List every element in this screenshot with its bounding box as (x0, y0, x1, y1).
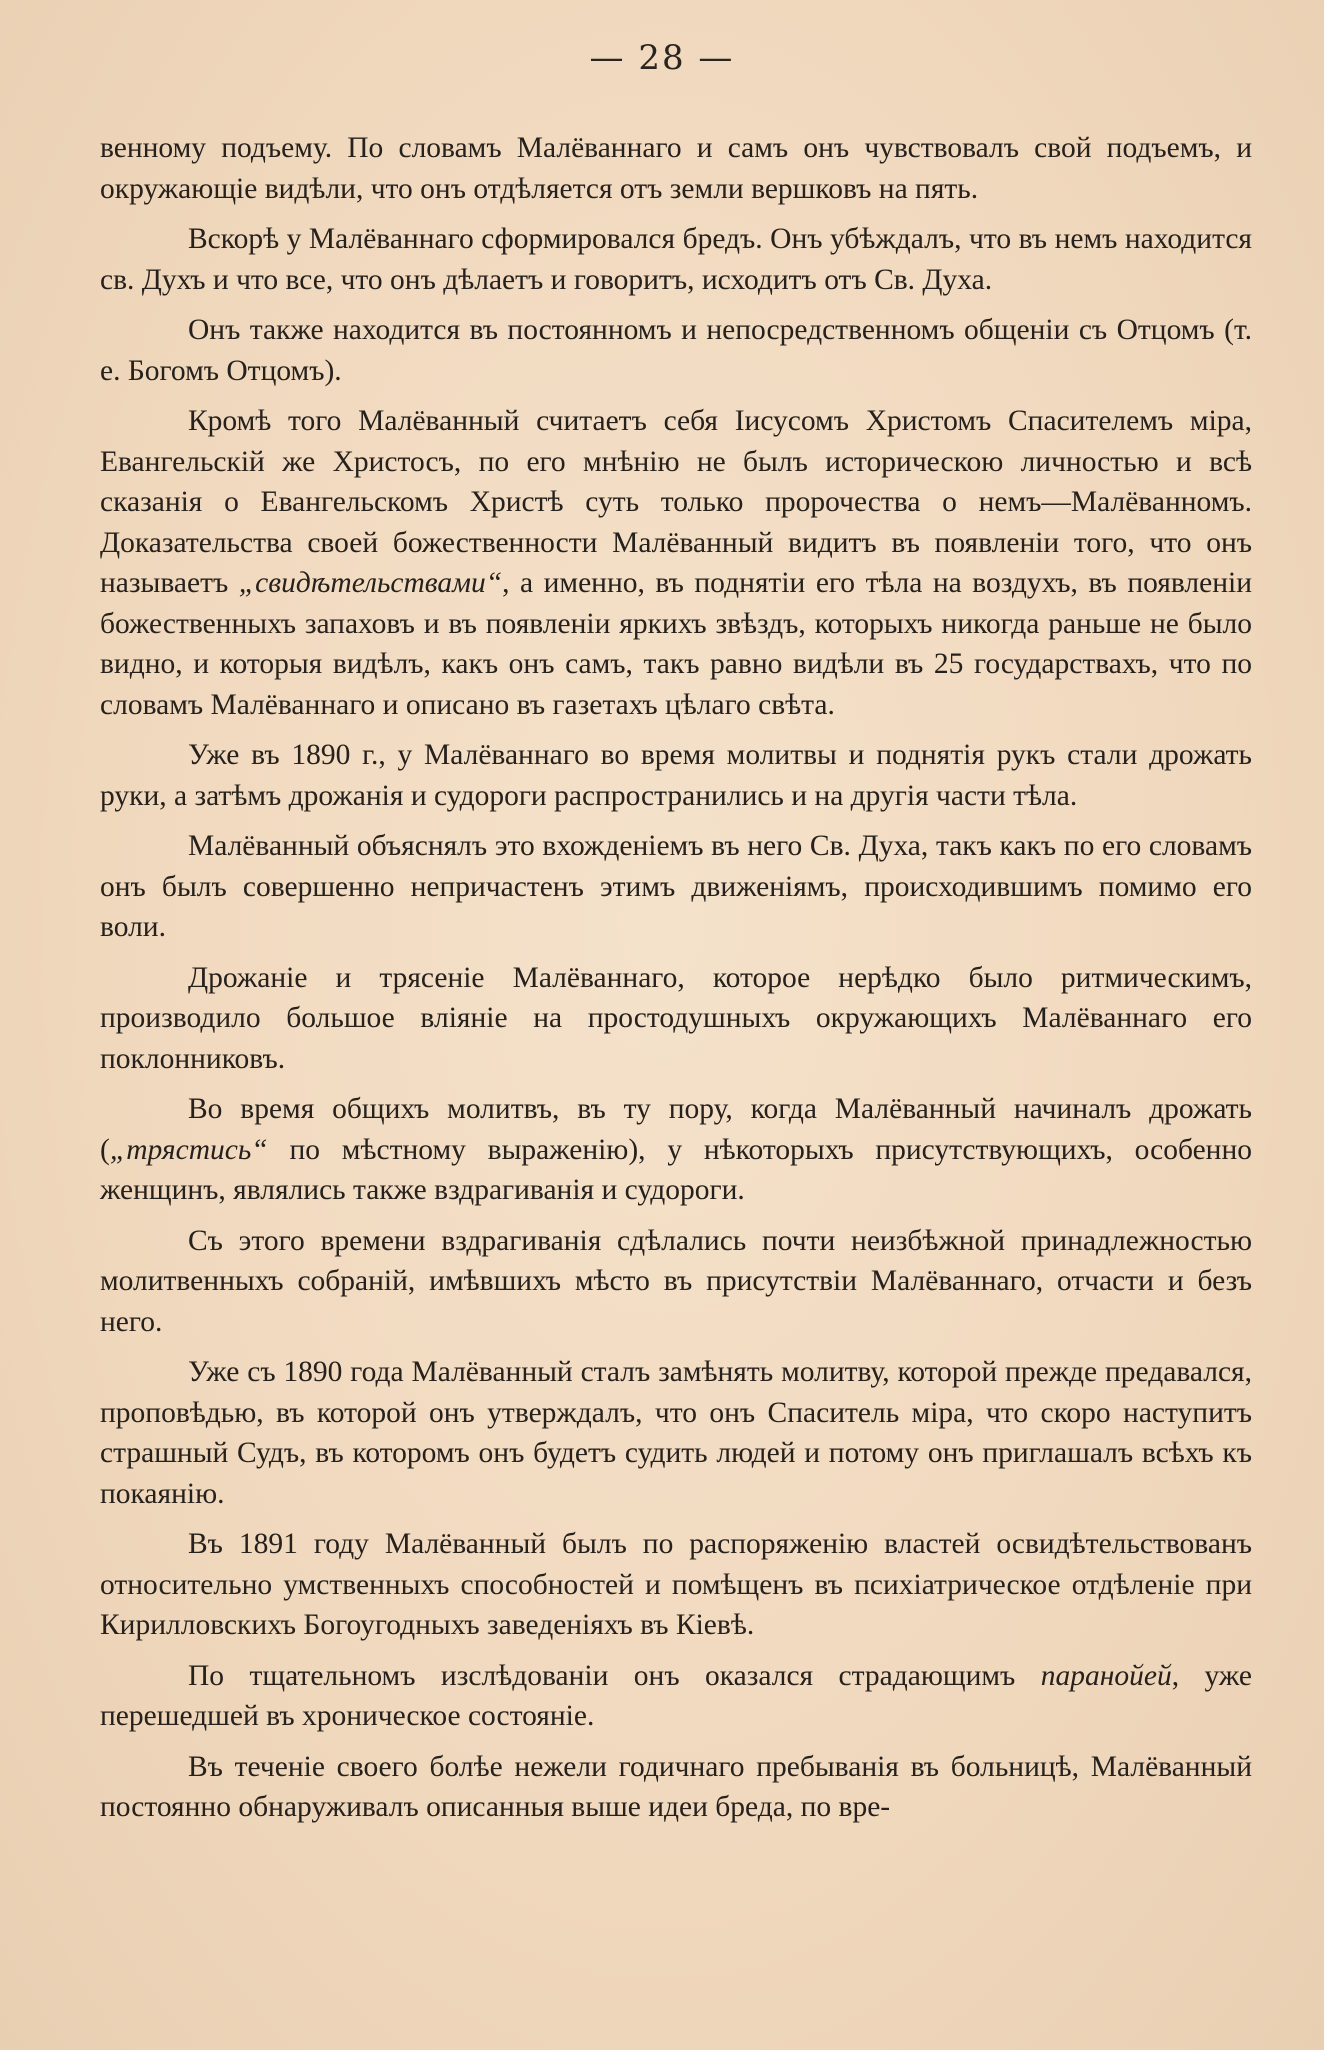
text-segment: Онъ также находится въ постоянномъ и непосредственномъ общеніи съ Отцомъ (т. е. Богомъ Отцомъ). (100, 314, 1252, 387)
paragraph (100, 401, 1252, 725)
text-segment: , а именно, въ поднятіи его тѣла на воздухъ, въ появленіи божественныхъ запаховъ и въ появленіи яркихъ звѣздъ, которыхъ никогда раньше не было видно, и которыя видѣлъ, какъ онъ самъ, такъ равно видѣли въ 25 государствахъ, что по словамъ Малёваннаго и описано въ газетахъ цѣлаго свѣта. (100, 567, 1253, 721)
text-segment: венному подъему. По словамъ Малёваннаго и самъ онъ чувствовалъ свой подъемъ, и окружающіе видѣли, что онъ отдѣляется отъ земли вершковъ на пять. (100, 132, 1252, 205)
text-segment: Въ 1891 году Малёванный былъ по распоряженію властей освидѣтельствованъ относительно умственныхъ способностей и помѣщенъ въ психіатрическое отдѣленіе при Кирилловскихъ Богоугодныхъ заведеніяхъ въ Кіевѣ. (100, 1528, 1252, 1641)
paragraph (100, 128, 1252, 209)
paragraph (100, 958, 1252, 1080)
text-segment: Кромѣ того Малёванный считаетъ себя Іисусомъ Христомъ Спасителемъ міра, Евангельскій же Христосъ, по его мнѣнію не былъ историческою личностью и всѣ сказанія о Евангельскомъ Христѣ суть только пророчества о немъ—Малёванномъ. Доказательства своей божественности Малёванный видитъ въ появленіи того, что онъ называетъ (100, 405, 1252, 599)
text-segment: Во время общихъ молитвъ, въ ту пору, когда Малёванный начиналъ дрожать ( (100, 1093, 1252, 1166)
paragraph (100, 826, 1252, 948)
text-segment: Вскорѣ у Малёваннаго сформировался бредъ. Онъ убѣждалъ, что въ немъ находится св. Духъ и что все, что онъ дѣлаетъ и говоритъ, исходитъ отъ Св. Духа. (100, 223, 1252, 296)
text-segment: по мѣстному выраженію), у нѣкоторыхъ присутствующихъ, особенно женщинъ, являлись также вздрагиванія и судороги. (100, 1133, 1252, 1206)
page-number: — 28 — (589, 38, 735, 78)
paragraph (100, 310, 1252, 391)
paragraph (100, 1747, 1252, 1828)
text-segment: Въ теченіе своего болѣе нежели годичнаго пребыванія въ больницѣ, Малёванный постоянно обнаруживалъ описанныя выше идеи бреда, по вре- (100, 1750, 1252, 1823)
paragraph (100, 1524, 1252, 1646)
text-segment: Съ этого времени вздрагиванія сдѣлались почти неизбѣжной принадлежностью молитвенныхъ собраній, имѣвшихъ мѣсто въ присутствіи Малёваннаго, отчасти и безъ него. (100, 1224, 1252, 1338)
text-segment: По тщательномъ изслѣдованіи онъ оказался страдающимъ (188, 1659, 1041, 1692)
paragraph (100, 1221, 1252, 1343)
paragraph (100, 1352, 1252, 1514)
text-segment: , уже перешедшей въ хроническое состояніе. (100, 1659, 1252, 1732)
body-text (100, 128, 1252, 1838)
text-segment: Малёванный объяснялъ это вхожденіемъ въ него Св. Духа, такъ какъ по его словамъ онъ былъ совершенно непричастенъ этимъ движеніямъ, происходившимъ помимо его воли. (100, 830, 1252, 943)
paragraph (100, 1656, 1252, 1737)
paragraph (100, 1089, 1252, 1211)
text-segment: Уже съ 1890 года Малёванный сталъ замѣнять молитву, которой прежде предавался, проповѣдью, въ которой онъ утверждалъ, что онъ Спаситель міра, что скоро наступитъ страшный Судъ, въ которомъ онъ будетъ судить людей и потому онъ приглашалъ всѣхъ къ покаянію. (100, 1356, 1252, 1510)
italic-phrase: „трястись“ (109, 1133, 268, 1166)
text-segment: Дрожаніе и трясеніе Малёваннаго, которое нерѣдко было ритмическимъ, производило большое вліяніе на простодушныхъ окружающихъ Малёваннаго его поклонниковъ. (100, 961, 1252, 1075)
paragraph (100, 219, 1252, 300)
italic-phrase: паранойей (1040, 1659, 1172, 1692)
paragraph (100, 735, 1252, 816)
text-segment: Уже въ 1890 г., у Малёваннаго во время молитвы и поднятія рукъ стали дрожать руки, а затѣмъ дрожанія и судороги распространились и на другія части тѣла. (100, 739, 1252, 812)
italic-phrase: „свидѣтельствами“ (238, 567, 503, 599)
